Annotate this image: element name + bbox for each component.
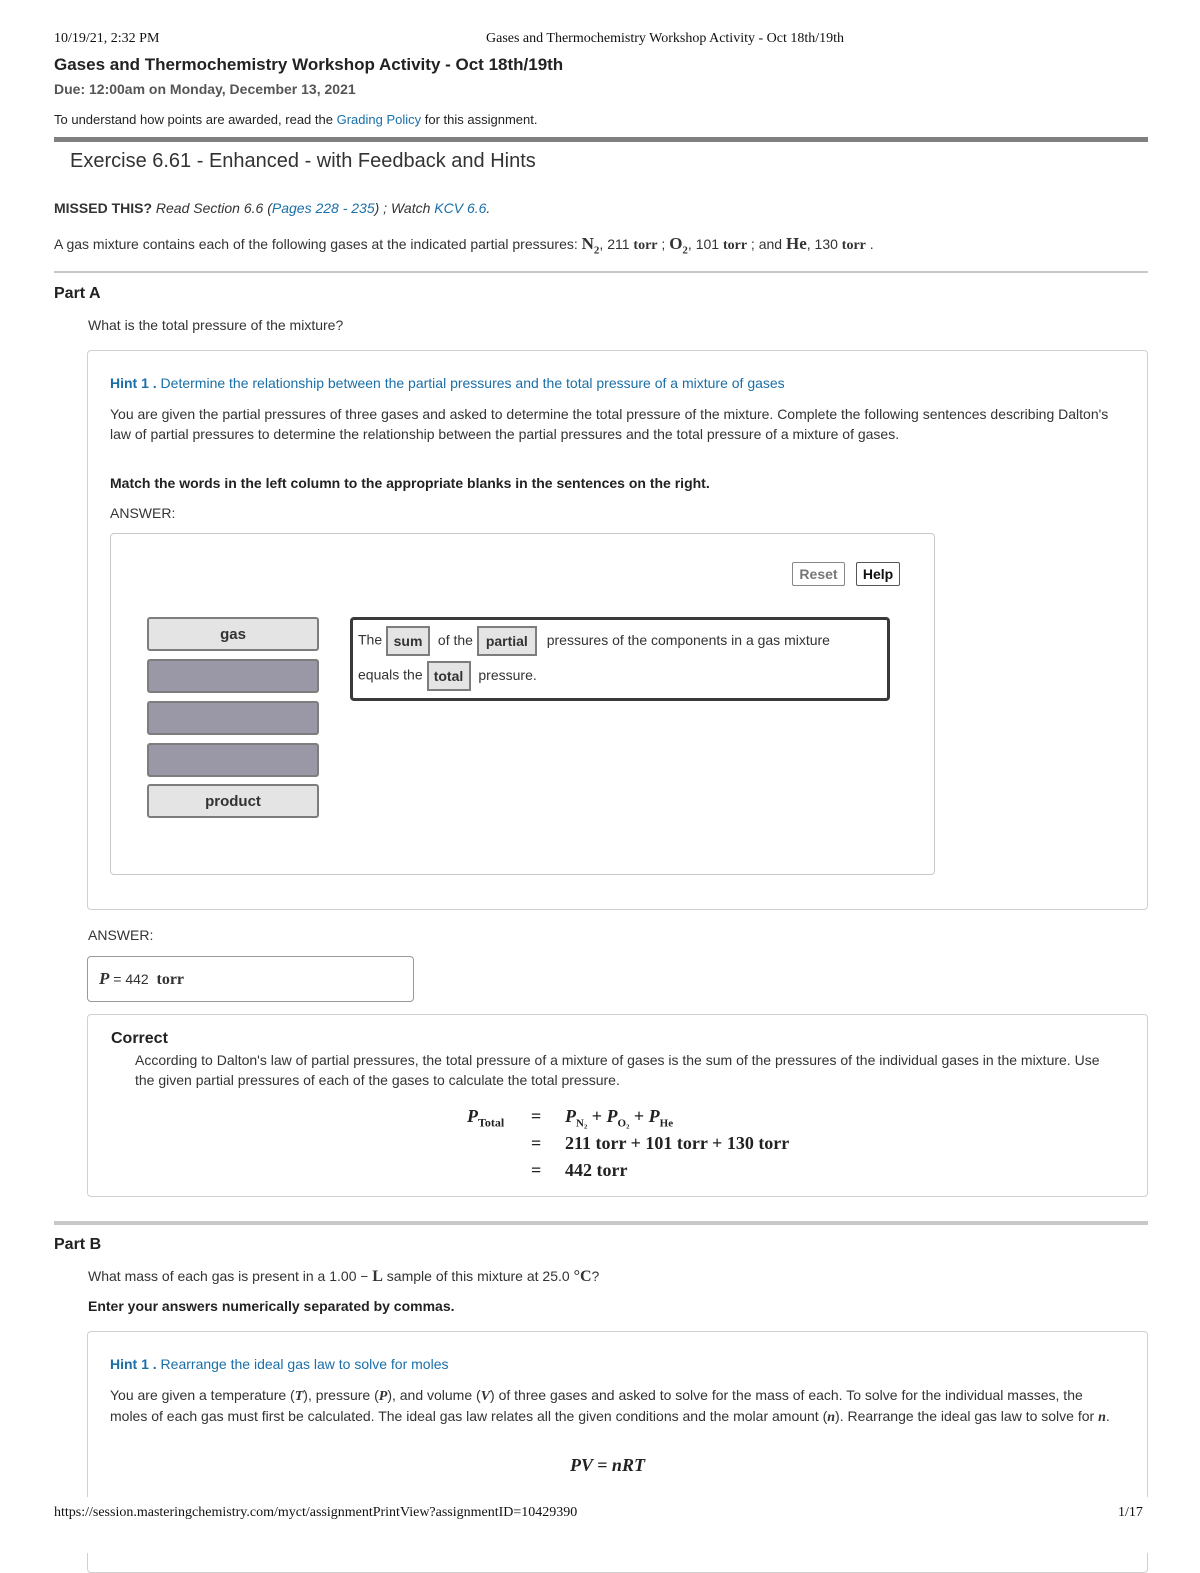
drop-slot-total[interactable]: total [427,661,471,691]
drop-slot-partial[interactable]: partial [477,626,537,656]
gas-he-value: , 130 [806,236,842,252]
ideal-gas-equation: PV = nRT [570,1455,645,1475]
q-end: ? [591,1268,600,1284]
grading-policy-link[interactable]: Grading Policy [336,112,422,127]
part-b-question [88,1268,599,1286]
assignment-title: Gases and Thermochemistry Workshop Activity - Oct 18th/19th [54,55,564,74]
gas-o2-symbol: O [669,234,683,253]
unit-torr: torr [841,238,866,253]
missed-read-text: Read Section 6.6 ( [152,200,272,216]
q-dash: − [360,1270,369,1285]
var-t: T [294,1389,304,1404]
drag-tile-empty[interactable] [147,701,319,735]
q-unit-l: L [372,1268,383,1285]
unit-torr: torr [722,238,748,253]
divider-part-a [54,271,1148,273]
sep1: ; [657,236,670,252]
missed-end: . [486,200,491,216]
hint-label: Hint 1 . [110,375,157,391]
kcv-link[interactable]: KCV 6.6 [434,200,487,216]
sentence-line-2 [358,661,537,691]
sep2: ; and [747,236,786,252]
gas-o2-value: , 101 [687,236,723,252]
reset-button[interactable]: Reset [792,562,845,586]
grading-policy-text [54,112,537,127]
hint-label: Hint 1 . [110,1356,157,1372]
answer-var: P [99,969,110,988]
print-url: https://session.masteringchemistry.com/myct/assignmentPrintView?assignmentID=10429390 [54,1505,578,1520]
eq-sub-o2: O₂ [617,1117,630,1130]
answer-label-2: ANSWER: [88,927,154,943]
gas-n2-value: , 211 [599,236,634,252]
hint-text: You are given a temperature ( [110,1387,295,1403]
eq-lhs [467,1106,504,1131]
due-date: Due: 12:00am on Monday, December 13, 2021 [54,81,356,97]
eq-sub-he: He [659,1117,674,1130]
var-n: n [827,1409,836,1425]
correct-title: Correct [111,1030,168,1047]
missed-this-label: MISSED THIS? [54,200,153,216]
part-b-heading: Part B [54,1236,102,1253]
part-b-hint-title[interactable] [110,1356,449,1372]
sentence-word: pressure. [478,666,537,683]
answer-eq: = [109,971,126,987]
q-unit-c: °C [573,1268,592,1285]
divider-thick [54,137,1148,142]
eq-sub-n2: N₂ [576,1117,588,1130]
eq-p: P [648,1106,660,1126]
drag-tile-gas[interactable]: gas [147,617,319,651]
gas-o2 [669,234,688,257]
var-p: P [378,1389,388,1404]
gas-o2-sub: 2 [682,244,688,257]
answer-value: 442 [125,971,149,987]
var-v: V [480,1389,491,1404]
sentence-word: The [358,631,383,648]
policy-prefix: To understand how points are awarded, read the [54,112,337,127]
answer-field[interactable] [87,956,414,1002]
sentence-word: pressures of the components in a gas mixture [546,631,830,648]
gas-n2 [581,234,600,257]
eq-row-2: 211 torr + 101 torr + 130 torr [565,1133,790,1153]
divider-part-b [54,1221,1148,1225]
answer-content [99,969,184,989]
answer-label: ANSWER: [110,505,176,521]
eq-sign-1: = [531,1106,542,1126]
eq-sign-2: = [531,1133,542,1153]
q-prefix: What mass of each gas is present in a 1.00 [88,1268,361,1284]
gas-n2-symbol: N [581,234,594,253]
gas-n2-sub: 2 [593,244,600,257]
drag-tile-product[interactable]: product [147,784,319,818]
sentence-word: of the [437,631,473,648]
missed-mid-text: ) ; Watch [374,200,435,216]
correct-body: According to Dalton's law of partial pressures, the total pressure of a mixture of gases is the sum of the pressures of the individual gases in the mixture. Use the given partial pressures of each of the gases to calculate the total pressure. [135,1052,1100,1088]
print-page-number: 1/17 [1118,1505,1143,1520]
eq-p: P [565,1106,576,1126]
eq-row-1: $P_{N_2} + P_{O_2} + P_{He}$ [565,1106,674,1130]
part-a-hint-body: You are given the partial pressures of three gases and asked to determine the total pressure of the mixture. Complete the following sentences describing Dalton's law of partial pressures to determine the relationship between the partial pressures and the total pressure of a mixture of gases. [110,406,1109,442]
sentence-word: equals the [358,666,423,683]
drag-tile-empty[interactable] [147,659,319,693]
print-doc-title: Gases and Thermochemistry Workshop Activity - Oct 18th/19th [486,31,845,46]
part-a-heading: Part A [54,285,101,302]
intro-end: . [865,236,874,252]
drop-slot-sum[interactable]: sum [386,626,430,656]
part-a-instruction: Match the words in the left column to the appropriate blanks in the sentences on the right. [110,475,710,491]
hint-title-text: Determine the relationship between the partial pressures and the total pressure of a mixture of gases [156,375,785,391]
hint-text: ) of three gases and asked to solve for the mass of each. To solve for the individual masses, the moles of each gas must first be calculated. The ideal gas law relates all the given conditions and the molar amount ( [110,1387,1083,1424]
eq-lhs-sub: Total [478,1115,505,1130]
missed-this-line [54,200,490,216]
hint-text: ), pressure ( [303,1387,379,1403]
part-a-question: What is the total pressure of the mixture? [88,317,344,333]
intro-prefix: A gas mixture contains each of the following gases at the indicated partial pressures: [54,236,582,252]
exercise-intro [54,234,874,256]
part-b-hint-body [110,1386,1120,1427]
eq-row-3: 442 torr [565,1160,628,1180]
drag-tile-empty[interactable] [147,743,319,777]
unit-torr: torr [633,238,658,253]
hint-text: . [1105,1407,1110,1424]
hint-title-text: Rearrange the ideal gas law to solve for moles [156,1356,449,1372]
policy-suffix: for this assignment. [421,112,538,127]
part-a-hint-title[interactable] [110,375,785,391]
gas-he: He [785,234,807,253]
eq-lhs-var: P [467,1106,478,1126]
exercise-title: Exercise 6.61 - Enhanced - with Feedback and Hints [70,150,536,172]
eq-p: P [606,1106,618,1126]
part-b-instruction: Enter your answers numerically separated by commas. [88,1298,455,1314]
hint-text: ). Rearrange the ideal gas law to solve for [835,1407,1099,1424]
print-datetime: 10/19/21, 2:32 PM [54,31,160,46]
var-n: n [1098,1409,1106,1425]
pages-link[interactable]: Pages 228 - 235 [271,200,375,216]
sentence-line-1 [358,626,830,656]
hint-text: ), and volume ( [387,1387,481,1403]
answer-unit: torr [156,971,185,988]
eq-sign-3: = [531,1160,542,1180]
q-mid: sample of this mixture at 25.0 [382,1268,574,1284]
help-button[interactable]: Help [856,562,900,586]
sentence-target-box [350,617,890,701]
